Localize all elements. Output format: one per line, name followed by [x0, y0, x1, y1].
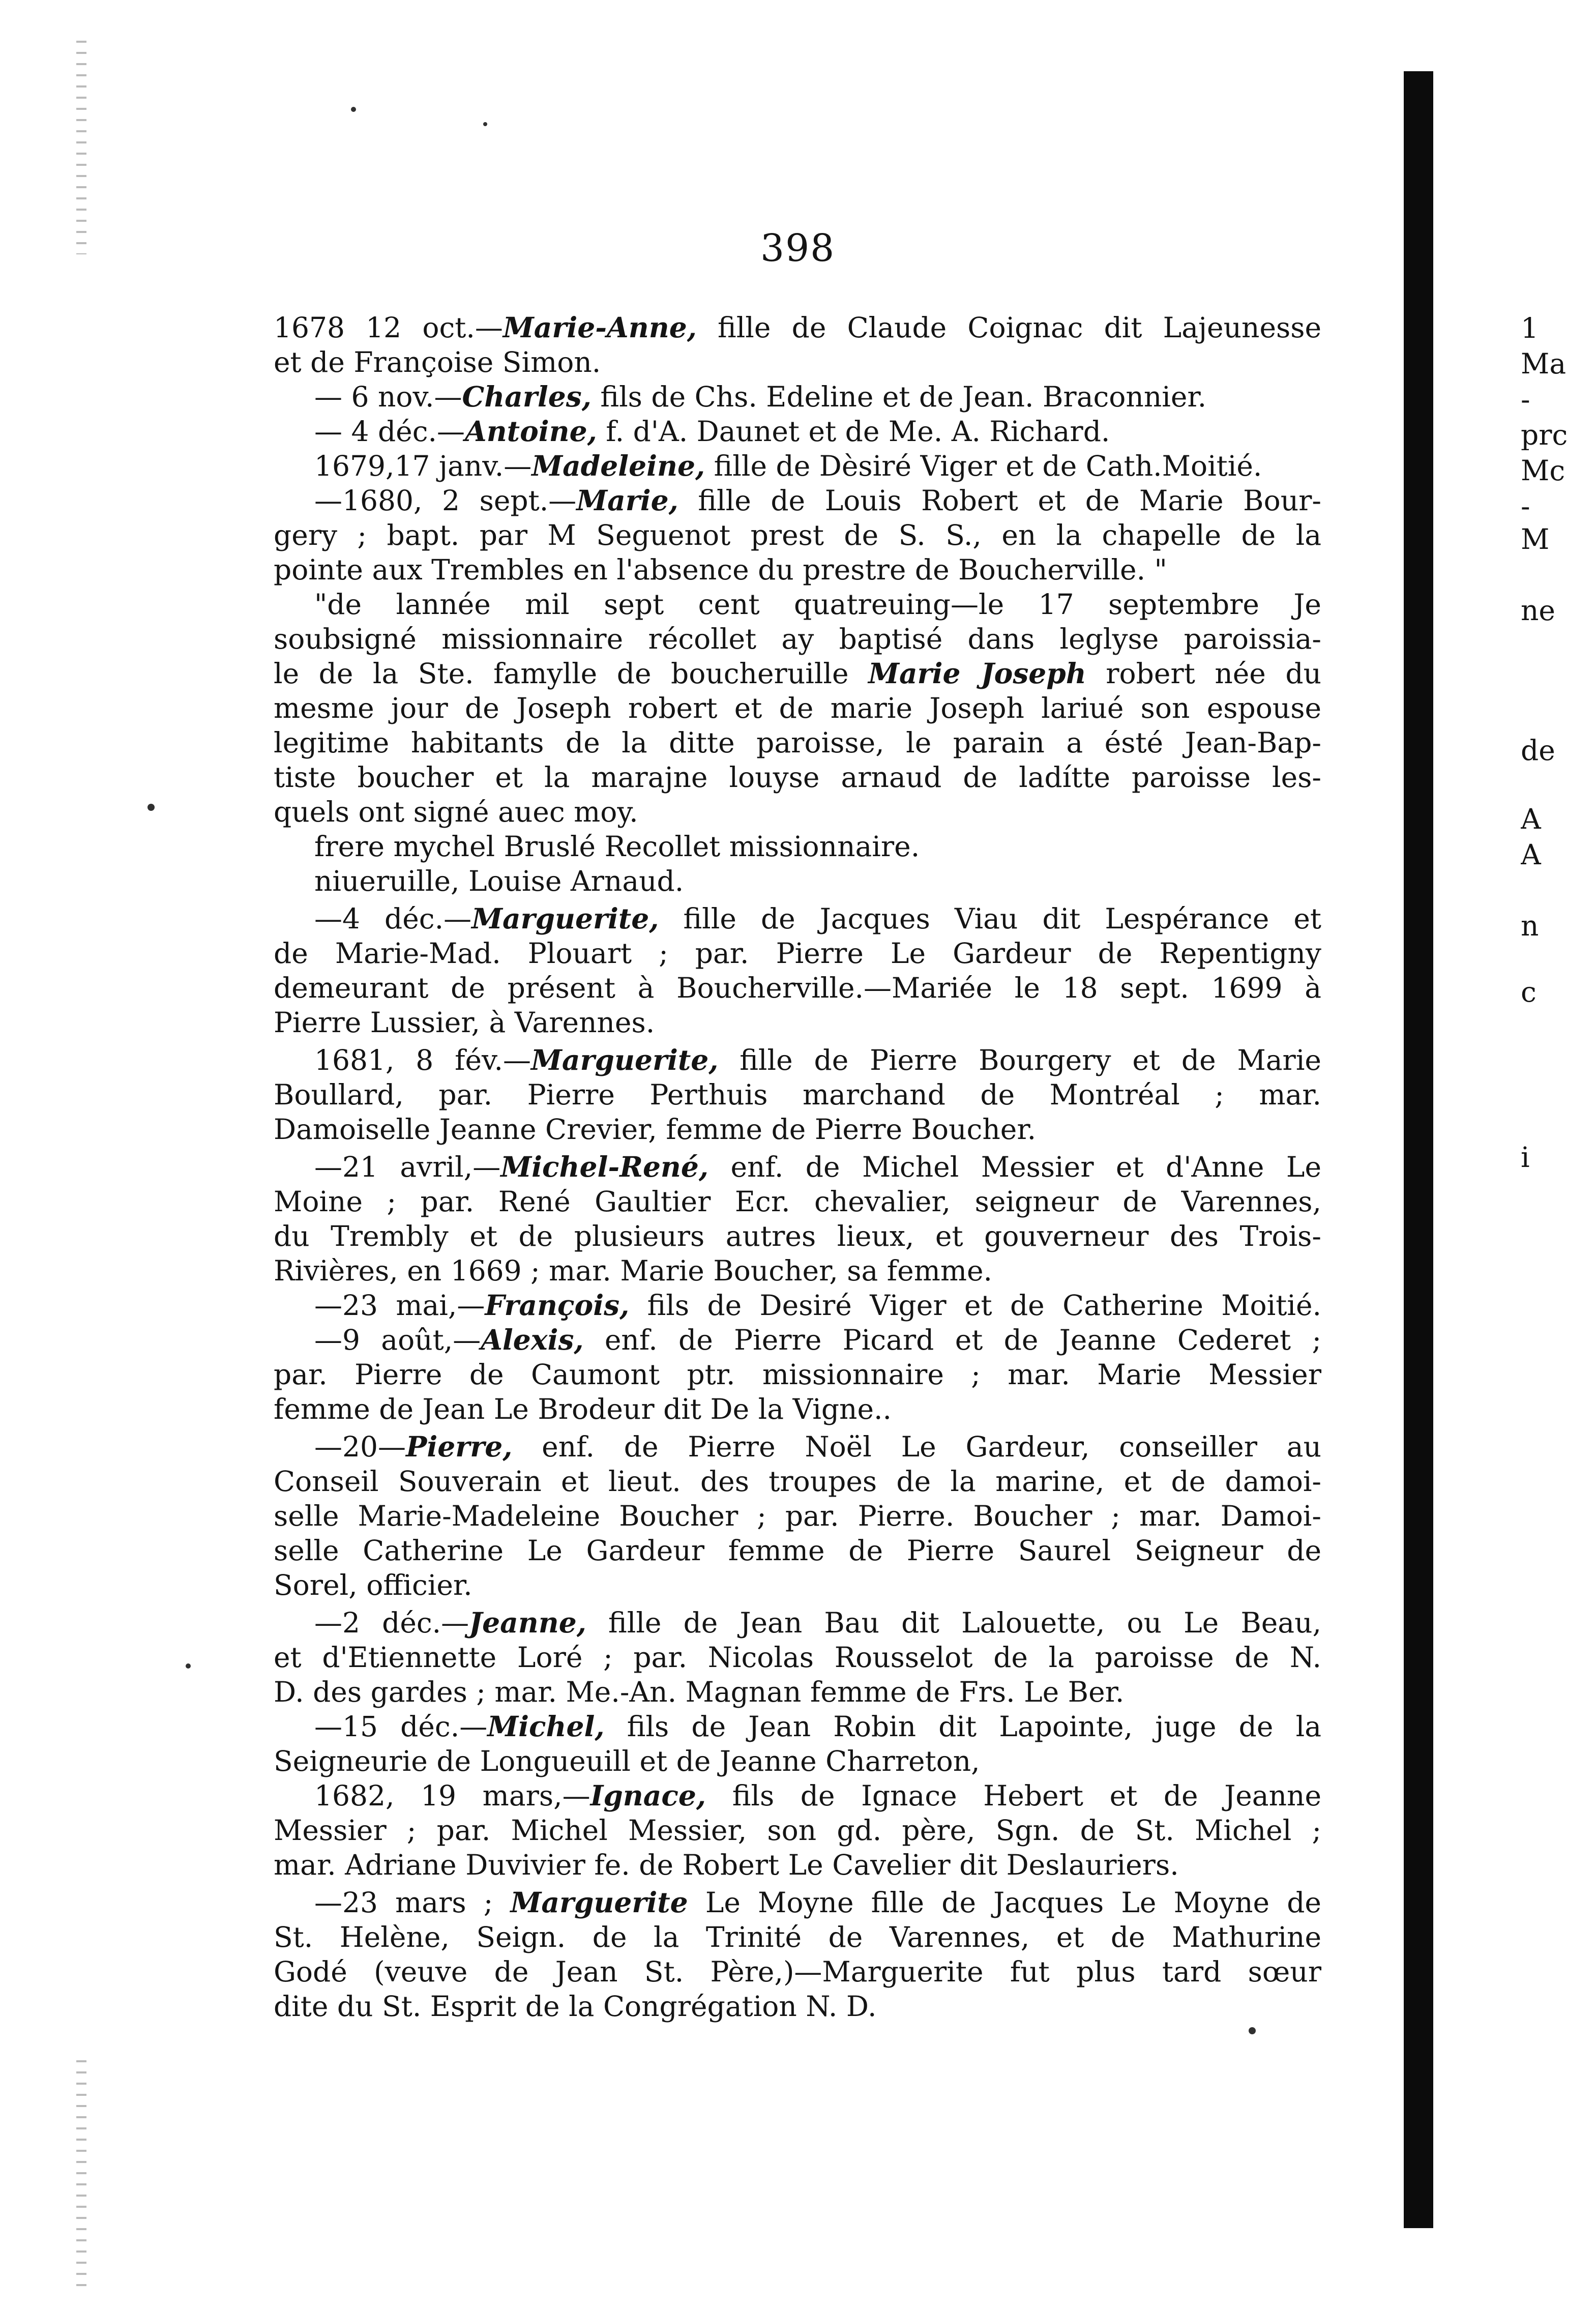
text-line — [274, 552, 1321, 587]
text-line — [274, 864, 1321, 898]
baptized-name: Marie, — [576, 484, 678, 517]
baptized-name: Ignace, — [590, 1779, 706, 1812]
baptized-name: Michel, — [487, 1710, 605, 1743]
text-segment: Messier ; par. Michel Messier, son gd. père, Sgn. de St. Michel ; — [274, 1814, 1321, 1847]
text-segment: par. Pierre de Caumont ptr. missionnaire ; mar. Marie Messier — [274, 1358, 1321, 1391]
text-segment: f. d'A. Daunet et de Me. A. Richard. — [597, 415, 1110, 448]
text-segment: —9 août,— — [314, 1324, 481, 1356]
text-segment: du Trembly et de plusieurs autres lieux, et gouverneur des Trois- — [274, 1220, 1321, 1252]
text-line — [274, 1675, 1321, 1709]
baptized-name: Marie-Anne, — [503, 311, 697, 344]
text-line — [274, 1323, 1321, 1357]
text-segment: selle Marie-Madeleine Boucher ; par. Pierre. Boucher ; mar. Damoi- — [274, 1500, 1321, 1532]
baptized-name: Alexis, — [481, 1323, 584, 1356]
text-segment: Seigneurie de Longueuill et de Jeanne Charreton, — [274, 1745, 980, 1777]
text-line — [274, 1744, 1321, 1778]
binding-shadow-bar — [1404, 71, 1433, 2228]
scan-edge-noise — [76, 2060, 86, 2289]
bleed-fragment: n — [1521, 911, 1539, 941]
text-segment: Le Moyne fille de Jacques Le Moyne de — [688, 1886, 1321, 1919]
text-segment: Conseil Souverain et lieut. des troupes de la marine, et de damoi- — [274, 1465, 1321, 1498]
text-line — [274, 901, 1321, 936]
page-number: 398 — [760, 226, 836, 270]
text-segment: Damoiselle Jeanne Crevier, femme de Pierre Boucher. — [274, 1113, 1037, 1146]
text-segment: quels ont signé auec moy. — [274, 796, 638, 828]
text-segment: Boullard, par. Pierre Perthuis marchand de Montréal ; mar. — [274, 1078, 1321, 1111]
text-segment: —23 mars ; — [314, 1886, 511, 1919]
text-line — [274, 1184, 1321, 1219]
text-segment: fils de Desiré Viger et de Catherine Moitié. — [629, 1289, 1321, 1322]
text-line — [274, 587, 1321, 622]
text-line — [274, 971, 1321, 1005]
text-segment: enf. de Michel Messier et d'Anne Le — [708, 1151, 1321, 1183]
text-line — [274, 725, 1321, 760]
text-segment: Sorel, officier. — [274, 1569, 472, 1601]
dust-speck — [1249, 2027, 1256, 2034]
text-segment: fils de Jean Robin dit Lapointe, juge de la — [604, 1710, 1321, 1743]
baptized-name: Charles, — [462, 380, 592, 413]
text-segment: —15 déc.— — [314, 1710, 488, 1743]
text-segment: —2 déc.— — [314, 1606, 469, 1639]
text-segment: fils de Ignace Hebert et de Jeanne — [706, 1779, 1321, 1812]
text-line — [274, 1568, 1321, 1602]
text-line — [274, 1885, 1321, 1920]
text-line — [274, 1954, 1321, 1989]
text-segment: robert née du — [1086, 657, 1321, 690]
bleed-fragment: de — [1521, 735, 1555, 766]
text-line — [274, 310, 1321, 345]
text-segment: — 6 nov.— — [314, 381, 462, 413]
text-segment: 1682, 19 mars,— — [314, 1779, 590, 1812]
text-line — [274, 1920, 1321, 1954]
text-line — [274, 1813, 1321, 1848]
text-line — [274, 1392, 1321, 1426]
text-segment: frere mychel Bruslé Recollet missionnaire. — [314, 830, 920, 863]
text-segment: 1681, 8 fév.— — [314, 1044, 531, 1076]
text-line — [274, 1499, 1321, 1533]
text-line — [274, 1640, 1321, 1675]
text-line — [274, 379, 1321, 414]
text-line — [274, 1989, 1321, 2024]
text-line — [274, 1778, 1321, 1813]
baptized-name: Antoine, — [465, 415, 597, 448]
text-line — [274, 414, 1321, 449]
text-segment: Moine ; par. René Gaultier Ecr. chevalier, seigneur de Varennes, — [274, 1185, 1321, 1218]
text-line — [274, 936, 1321, 971]
text-segment: pointe aux Trembles en l'absence du prestre de Boucherville. " — [274, 553, 1167, 586]
text-segment: enf. de Pierre Picard et de Jeanne Cederet ; — [583, 1324, 1321, 1356]
text-line — [274, 1357, 1321, 1392]
bleed-fragment: - — [1521, 384, 1530, 415]
text-line — [274, 656, 1321, 691]
dust-speck — [351, 107, 356, 112]
text-line — [274, 1848, 1321, 1882]
baptized-name: Marie Joseph — [868, 657, 1086, 690]
bleed-fragment: i — [1521, 1142, 1530, 1173]
bleed-fragment: ne — [1521, 595, 1555, 626]
bleed-fragment: c — [1521, 977, 1536, 1007]
dust-speck — [147, 804, 155, 811]
bleed-fragment: prc — [1521, 420, 1568, 450]
text-segment: dite du St. Esprit de la Congrégation N. D. — [274, 1990, 877, 2023]
text-segment: mesme jour de Joseph robert et de marie Joseph lariué son espouse — [274, 692, 1321, 724]
text-line — [274, 691, 1321, 725]
text-segment: —21 avril,— — [314, 1151, 501, 1183]
text-line — [274, 483, 1321, 518]
text-line — [274, 1253, 1321, 1288]
bleed-fragment: - — [1521, 491, 1530, 521]
text-line — [274, 829, 1321, 864]
record-text-column — [274, 310, 1321, 2024]
text-segment: St. Helène, Seign. de la Trinité de Varennes, et de Mathurine — [274, 1921, 1321, 1953]
text-segment: "de lannée mil sept cent quatreuing—le 17 septembre Je — [314, 588, 1321, 621]
baptized-name: Michel-René, — [500, 1150, 709, 1183]
baptized-name: Marguerite, — [531, 1043, 719, 1076]
text-line — [274, 1429, 1321, 1464]
baptized-name: Jeanne, — [469, 1606, 586, 1639]
text-segment: fille de Claude Coignac dit Lajeunesse — [696, 311, 1321, 344]
text-line — [274, 449, 1321, 483]
text-line — [274, 1112, 1321, 1147]
text-segment: —20— — [314, 1430, 406, 1463]
bleed-fragment: A — [1521, 804, 1541, 834]
text-segment: fille de Jacques Viau dit Lespérance et — [659, 902, 1321, 935]
text-line — [274, 1005, 1321, 1040]
text-line — [274, 1709, 1321, 1744]
text-segment: demeurant de présent à Boucherville.—Mariée le 18 sept. 1699 à — [274, 972, 1321, 1004]
text-segment: —1680, 2 sept.— — [314, 484, 577, 517]
text-line — [274, 795, 1321, 829]
text-line — [274, 1150, 1321, 1184]
text-segment: tiste boucher et la marajne louyse arnaud de ladítte paroisse les- — [274, 761, 1321, 794]
text-line — [274, 518, 1321, 552]
text-segment: enf. de Pierre Noël Le Gardeur, conseiller au — [512, 1430, 1321, 1463]
text-segment: de Marie-Mad. Plouart ; par. Pierre Le Gardeur de Repentigny — [274, 937, 1321, 970]
text-segment: le de la Ste. famylle de boucheruille — [274, 657, 869, 690]
text-segment: Rivières, en 1669 ; mar. Marie Boucher, sa femme. — [274, 1254, 993, 1287]
text-line — [274, 345, 1321, 379]
text-segment: 1678 12 oct.— — [274, 311, 503, 344]
baptized-name: François, — [485, 1289, 630, 1322]
text-line — [274, 1605, 1321, 1640]
text-segment: et de Françoise Simon. — [274, 346, 601, 378]
text-line — [274, 1288, 1321, 1323]
text-segment: gery ; bapt. par M Seguenot prest de S. S., en la chapelle de la — [274, 519, 1321, 551]
text-segment: femme de Jean Le Brodeur dit De la Vigne.. — [274, 1393, 892, 1425]
text-segment: Pierre Lussier, à Varennes. — [274, 1006, 655, 1039]
text-segment: fille de Louis Robert et de Marie Bour- — [678, 484, 1322, 517]
baptized-name: Pierre, — [406, 1430, 513, 1463]
text-line — [274, 1533, 1321, 1568]
text-segment: selle Catherine Le Gardeur femme de Pierre Saurel Seigneur de — [274, 1534, 1321, 1567]
scan-edge-noise — [76, 41, 86, 254]
text-line — [274, 760, 1321, 795]
dust-speck — [483, 122, 487, 126]
bleed-fragment: Mc — [1521, 455, 1565, 486]
text-line — [274, 1219, 1321, 1253]
text-line — [274, 1043, 1321, 1077]
text-segment: fille de Dèsiré Viger et de Cath.Moitié. — [705, 450, 1262, 482]
text-line — [274, 1464, 1321, 1499]
text-segment: mar. Adriane Duvivier fe. de Robert Le Cavelier dit Deslauriers. — [274, 1849, 1179, 1881]
text-segment: — 4 déc.— — [314, 415, 465, 448]
text-segment: —4 déc.— — [314, 902, 472, 935]
text-segment: niueruille, Louise Arnaud. — [314, 865, 684, 897]
text-line — [274, 1077, 1321, 1112]
bleed-fragment: M — [1521, 524, 1550, 554]
text-segment: D. des gardes ; mar. Me.-An. Magnan femme de Frs. Le Ber. — [274, 1676, 1125, 1708]
bleed-fragment: Ma — [1521, 348, 1567, 379]
text-segment: —23 mai,— — [314, 1289, 485, 1322]
text-segment: legitime habitants de la ditte paroisse, le parain a ésté Jean-Bap- — [274, 726, 1321, 759]
baptized-name: Marguerite — [510, 1886, 688, 1919]
text-segment: et d'Etiennette Loré ; par. Nicolas Rousselot de la paroisse de N. — [274, 1641, 1321, 1674]
text-segment: fille de Pierre Bourgery et de Marie — [718, 1044, 1321, 1076]
baptized-name: Marguerite, — [471, 902, 659, 935]
text-segment: 1679,17 janv.— — [314, 450, 532, 482]
bleed-fragment: A — [1521, 839, 1541, 870]
text-segment: fille de Jean Bau dit Lalouette, ou Le Beau, — [586, 1606, 1321, 1639]
bleed-fragment: 1 — [1521, 313, 1539, 343]
dust-speck — [186, 1663, 191, 1669]
baptized-name: Madeleine, — [531, 449, 705, 482]
text-line — [274, 622, 1321, 656]
text-segment: soubsigné missionnaire récollet ay baptisé dans leglyse paroissia- — [274, 623, 1321, 655]
text-segment: Godé (veuve de Jean St. Père,)—Marguerite fut plus tard sœur — [274, 1955, 1321, 1988]
text-segment: fils de Chs. Edeline et de Jean. Braconnier. — [591, 381, 1207, 413]
